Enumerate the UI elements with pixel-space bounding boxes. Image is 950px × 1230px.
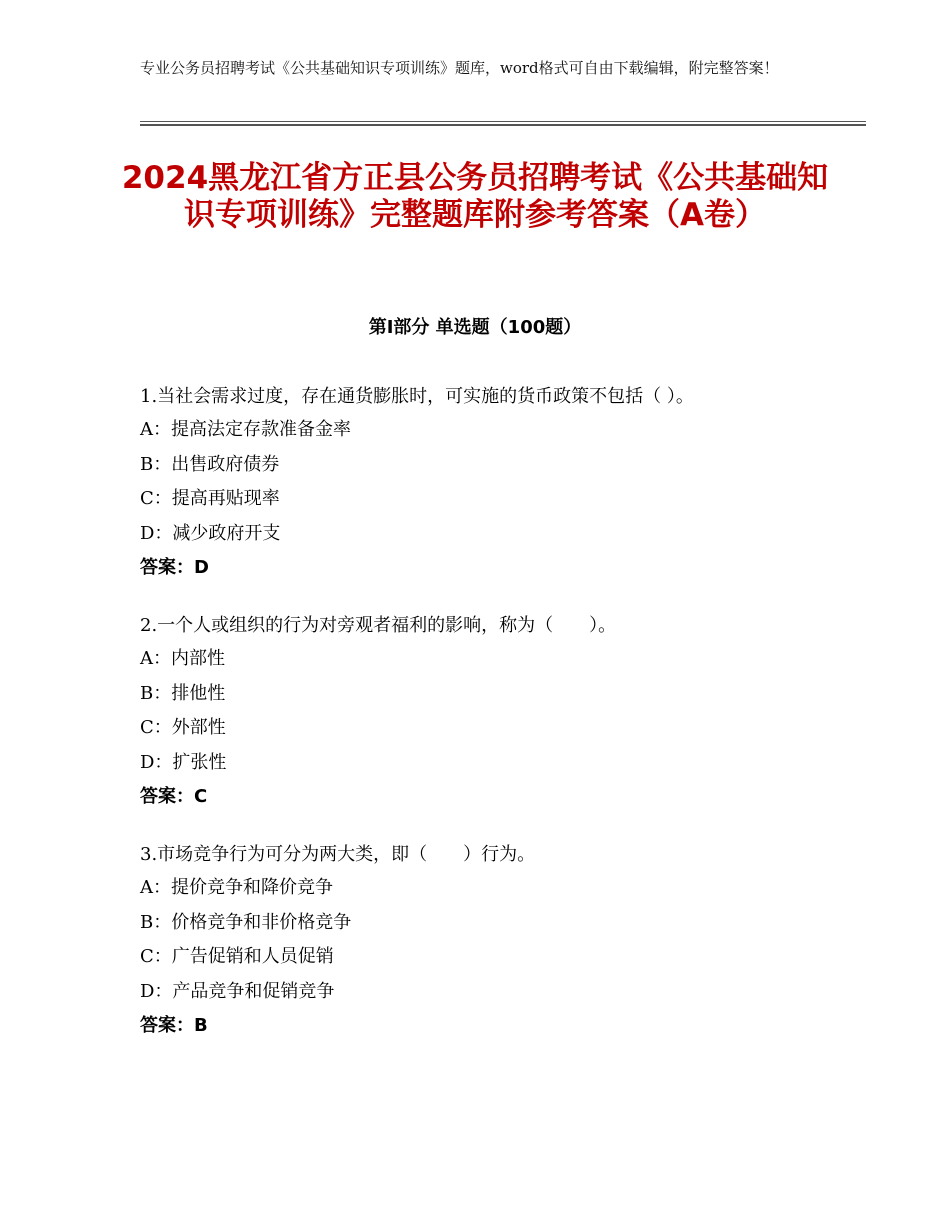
- option-b: B：排他性: [140, 682, 226, 704]
- option-b: B：出售政府债券: [140, 453, 280, 475]
- header-divider-thick: [140, 124, 866, 126]
- question-1: [140, 380, 820, 585]
- option-a: A：内部性: [140, 648, 225, 669]
- option-d: D：扩张性: [140, 751, 227, 773]
- option-d: D：减少政府开支: [140, 522, 281, 544]
- question-stem: 3.市场竞争行为可分为两大类，即（ ）行为。: [140, 844, 536, 865]
- question-3: [140, 838, 820, 1043]
- option-c: C：外部性: [140, 717, 226, 738]
- option-a: A：提价竞争和降价竞争: [140, 877, 333, 898]
- header-note: 专业公务员招聘考试《公共基础知识专项训练》题库，word格式可自由下载编辑，附完整答案！: [140, 59, 779, 77]
- answer: 答案：D: [140, 557, 209, 578]
- question-stem: 2.一个人或组织的行为对旁观者福利的影响，称为（ ）。: [140, 615, 617, 636]
- answer: 答案：C: [140, 786, 208, 807]
- question-stem: 1.当社会需求过度，存在通货膨胀时，可实施的货币政策不包括（ ）。: [140, 386, 694, 407]
- question-2: [140, 609, 820, 814]
- document-title: 2024黑龙江省方正县公务员招聘考试《公共基础知识专项训练》完整题库附参考答案（A卷）: [121, 160, 829, 233]
- header-divider: [140, 121, 866, 122]
- option-d: D：产品竞争和促销竞争: [140, 980, 335, 1002]
- option-c: C：提高再贴现率: [140, 488, 280, 509]
- option-a: A：提高法定存款准备金率: [140, 419, 351, 440]
- option-c: C：广告促销和人员促销: [140, 946, 334, 967]
- answer: 答案：B: [140, 1015, 208, 1036]
- option-b: B：价格竞争和非价格竞争: [140, 911, 352, 933]
- question-list: [140, 380, 820, 1067]
- section-heading: 第Ⅰ部分 单选题（100题）: [368, 317, 582, 338]
